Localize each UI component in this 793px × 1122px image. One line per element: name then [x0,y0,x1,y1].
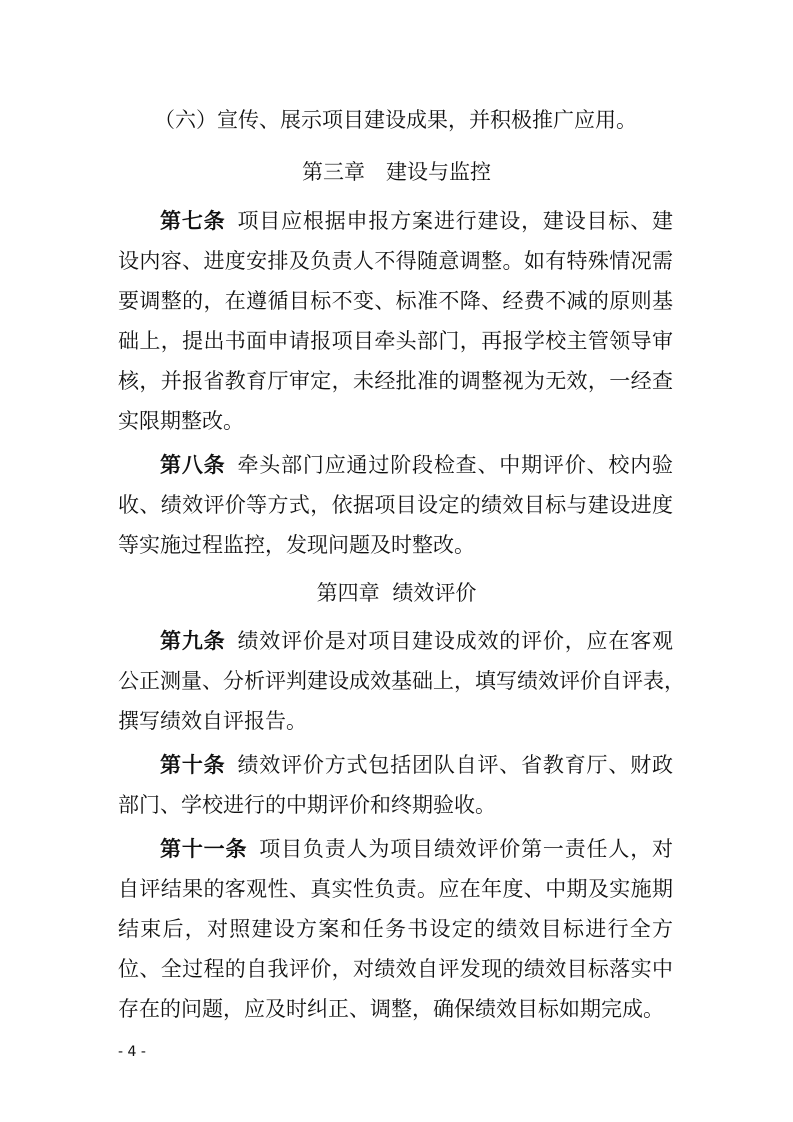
page-number: - 4 - [118,1044,146,1060]
article-7-label: 第七条 [160,209,226,233]
article-11-line-3: 结束后，对照建设方案和任务书设定的绩效目标进行全方 [118,917,673,941]
article-11-line-5: 存在的问题，应及时纠正、调整，确保绩效目标如期完成。 [118,997,664,1021]
article-9-line-1: 第九条 绩效评价是对项目建设成效的评价，应在客观 [160,629,674,653]
article-10-line-1: 第十条 绩效评价方式包括团队自评、省教育厅、财政 [160,753,674,777]
article-11-label: 第十一条 [160,837,248,861]
article-8-label: 第八条 [160,453,226,477]
article-9-line-3: 撰写绩效自评报告。 [118,709,307,733]
article-9-line-2: 公正测量、分析评判建设成效基础上，填写绩效评价自评表， [118,669,685,693]
article-7-line-1: 第七条 项目应根据申报方案进行建设，建设目标、建 [160,209,674,233]
chapter-4-title: 第四章 绩效评价 [316,581,477,605]
article-11-line-2: 自评结果的客观性、真实性负责。应在年度、中期及实施期 [118,877,673,901]
article-7-line-3: 要调整的，在遵循目标不变、标准不降、经费不减的原则基 [118,289,673,313]
article-8-line-3: 等实施过程监控，发现问题及时整改。 [118,533,475,557]
chapter-3-title: 第三章 建设与监控 [302,160,491,184]
article-7-line-2: 设内容、进度安排及负责人不得随意调整。如有特殊情况需 [118,249,673,273]
article-9-label: 第九条 [160,629,226,653]
article-7-line-4: 础上，提出书面申请报项目牵头部门，再报学校主管领导审 [118,329,673,353]
article-11-line-4: 位、全过程的自我评价，对绩效自评发现的绩效目标落实中 [118,957,673,981]
article-10-line-2: 部门、学校进行的中期评价和终期验收。 [118,793,496,817]
article-8-line-2: 收、绩效评价等方式，依据项目设定的绩效目标与建设进度 [118,493,673,517]
intro-line: （六）宣传、展示项目建设成果，并积极推广应用。 [154,108,637,132]
article-11-line-1: 第十一条 项目负责人为项目绩效评价第一责任人，对 [160,837,674,861]
article-7-line-6: 实限期整改。 [118,409,244,433]
article-10-label: 第十条 [160,753,226,777]
article-7-line-5: 核，并报省教育厅审定，未经批准的调整视为无效，一经查 [118,369,673,393]
article-8-line-1: 第八条 牵头部门应通过阶段检查、中期评价、校内验 [160,453,674,477]
